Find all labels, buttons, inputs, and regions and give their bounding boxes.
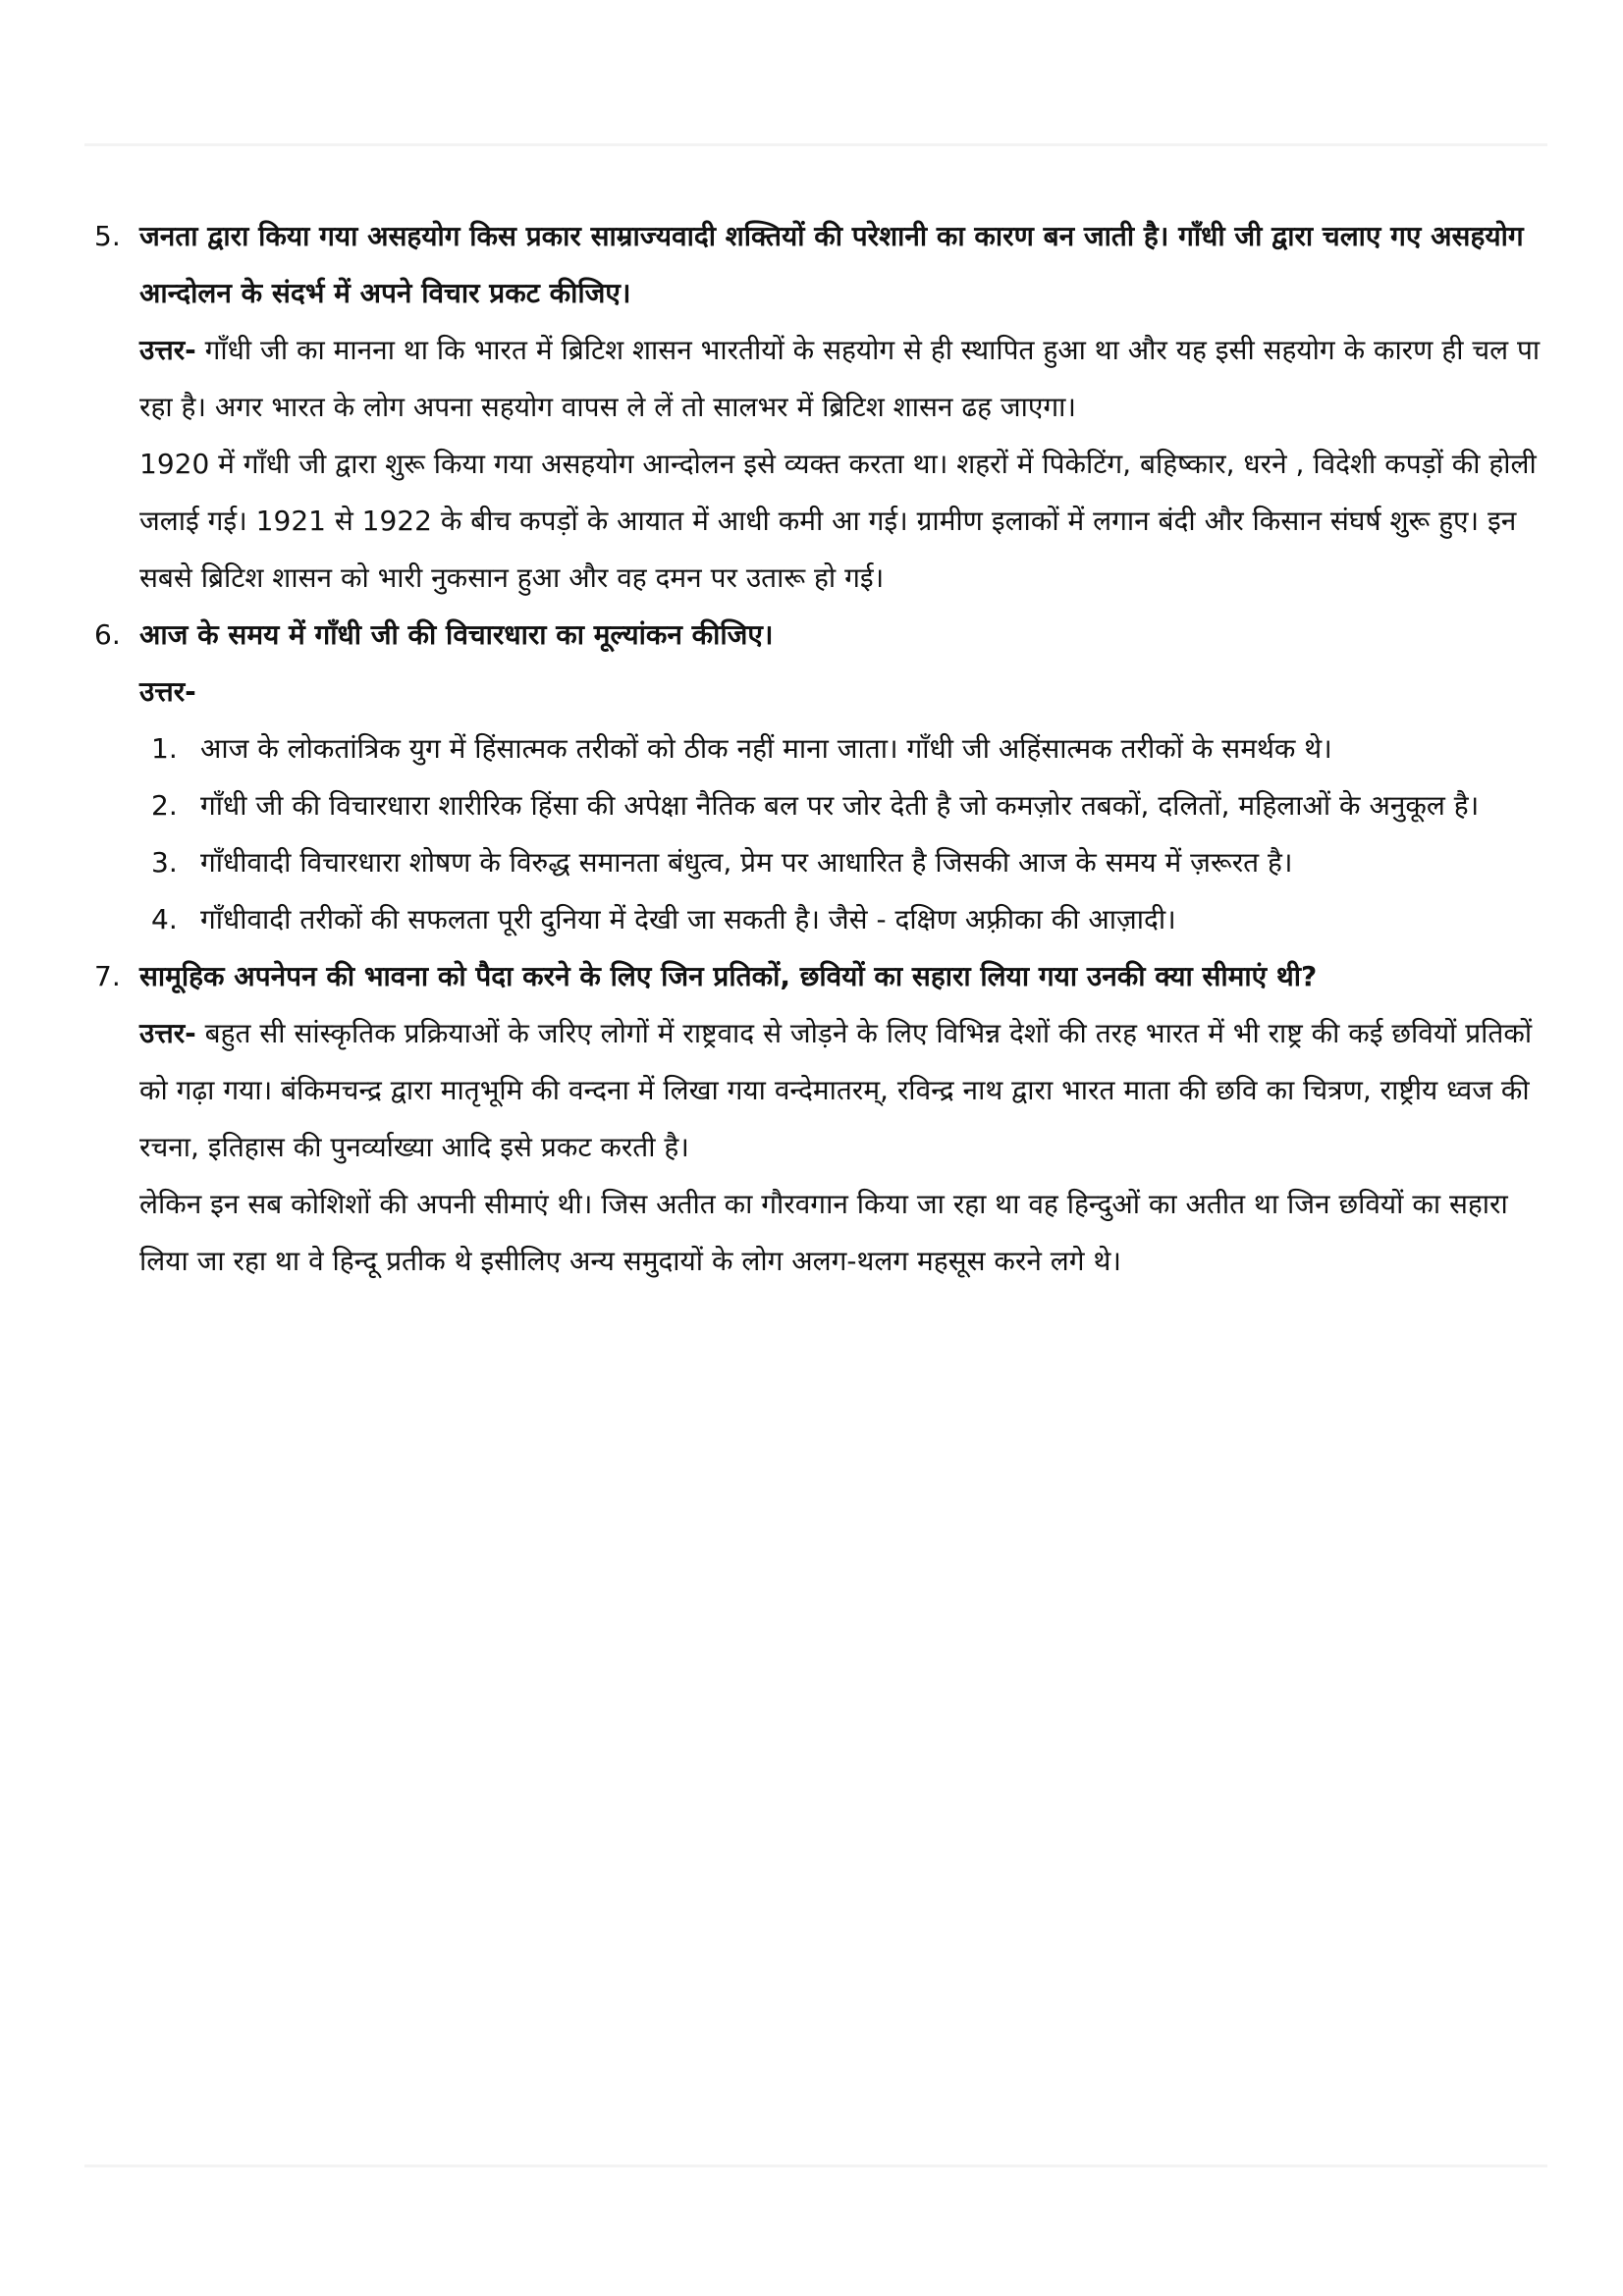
answer-text: गाँधी जी का मानना था कि भारत में ब्रिटिश शासन भारतीयों के सहयोग से ही स्थापित हुआ था और यह इसी सहयोग के कारण ही चल पा रहा है। अगर भारत के लोग अपना सहयोग वापस ले लें तो सालभर में ब्रिटिश शासन ढह जाएगा।: [139, 334, 1541, 423]
question-7: [94, 948, 1547, 1290]
answer-continuation: 1920 में गाँधी जी द्वारा शुरू किया गया असहयोग आन्दोलन इसे व्यक्त करता था। शहरों में पिकेटिंग, बहिष्कार, धरने , विदेशी कपड़ों की होली जलाई गई। 1921 से 1922 के बीच कपड़ों के आयात में आधी कमी आ गई। ग्रामीण इलाकों में लगान बंदी और किसान संघर्ष शुरू हुए। इन सबसे ब्रिटिश शासन को भारी नुकसान हुआ और वह दमन पर उतारू हो गई।: [139, 448, 1537, 594]
answer-paragraph: [139, 322, 1547, 436]
document-body: [94, 208, 1547, 1290]
list-item-text: गाँधी जी की विचारधारा शारीरिक हिंसा की अपेक्षा नैतिक बल पर जोर देती है जो कमज़ोर तबकों, दलितों, महिलाओं के अनुकूल है।: [200, 789, 1480, 822]
list-item-number: 3.: [151, 846, 178, 879]
list-item: [94, 891, 1547, 948]
list-item-text: आज के लोकतांत्रिक युग में हिंसात्मक तरीकों को ठीक नहीं माना जाता। गाँधी जी अहिंसात्मक तरीकों के समर्थक थे।: [200, 732, 1332, 765]
question-text: जनता द्वारा किया गया असहयोग किस प्रकार साम्राज्यवादी शक्तियों की परेशानी का कारण बन जाती है। गाँधी जी द्वारा चलाए गए असहयोग आन्दोलन के संदर्भ में अपने विचार प्रकट कीजिए।: [139, 220, 1524, 309]
answer-continuation: लेकिन इन सब कोशिशों की अपनी सीमाएं थी। जिस अतीत का गौरवगान किया जा रहा था वह हिन्दुओं का अतीत था जिन छवियों का सहारा लिया जा रहा था वे हिन्दू प्रतीक थे इसीलिए अन्य समुदायों के लोग अलग-थलग महसूस करने लगे थे।: [139, 1188, 1508, 1277]
list-item-number: 4.: [151, 903, 178, 935]
answer-label: उत्तर-: [139, 334, 196, 366]
question-5: [94, 208, 1547, 607]
list-item: [94, 721, 1547, 777]
answer-text: बहुत सी सांस्कृतिक प्रक्रियाओं के जरिए लोगों में राष्ट्रवाद से जोड़ने के लिए विभिन्न देशों की तरह भारत में भी राष्ट्र की कई छवियों प्रतिकों को गढ़ा गया। बंकिमचन्द्र द्वारा मातृभूमि की वन्दना में लिखा गया वन्देमातरम्, रविन्द्र नाथ द्वारा भारत माता की छवि का चित्रण, राष्ट्रीय ध्वज की रचना, इतिहास की पुनर्व्याख्या आदि इसे प्रकट करती है।: [139, 1017, 1533, 1163]
footer-divider: [84, 2164, 1547, 2167]
question-number: 5.: [94, 220, 121, 252]
list-item: [94, 834, 1547, 891]
list-item-number: 1.: [151, 732, 178, 765]
list-item-text: गाँधीवादी तरीकों की सफलता पूरी दुनिया में देखी जा सकती है। जैसे - दक्षिण अफ़्रीका की आज़ादी।: [200, 903, 1176, 935]
question-number: 6.: [94, 618, 121, 651]
list-item: [94, 777, 1547, 834]
list-item-text: गाँधीवादी विचारधारा शोषण के विरुद्ध समानता बंधुत्व, प्रेम पर आधारित है जिसकी आज के समय में ज़रूरत है।: [200, 846, 1293, 879]
question-number: 7.: [94, 960, 121, 992]
answer-paragraph: [139, 664, 1547, 721]
question-6: [94, 607, 1547, 721]
answer-label: उत्तर-: [139, 675, 196, 708]
header-divider: [84, 143, 1547, 146]
answer-paragraph: [139, 1005, 1547, 1176]
list-item-number: 2.: [151, 789, 178, 822]
question-text: सामूहिक अपनेपन की भावना को पैदा करने के लिए जिन प्रतिकों, छवियों का सहारा लिया गया उनकी क्या सीमाएं थी?: [139, 960, 1318, 992]
question-text: आज के समय में गाँधी जी की विचारधारा का मूल्यांकन कीजिए।: [139, 618, 774, 651]
answer-label: उत्तर-: [139, 1017, 196, 1049]
